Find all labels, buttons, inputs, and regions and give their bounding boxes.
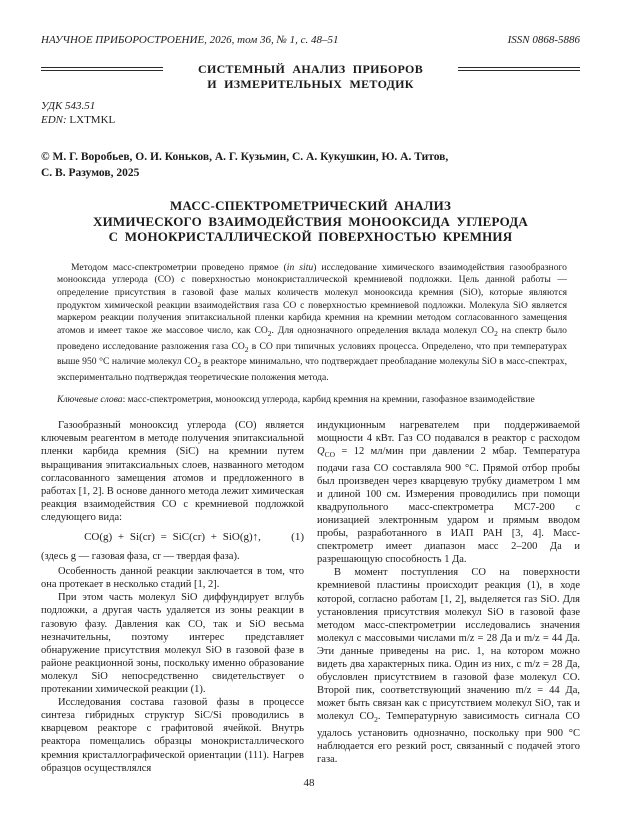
journal-header-row <box>41 34 580 47</box>
keywords-label: Ключевые слова <box>57 393 123 405</box>
body-columns <box>41 419 580 774</box>
paragraph: При этом часть молекул SiO диффундирует вглубь подложки, а другая часть удаляется из зоны реакции в газовую фазу. Давления как CO, так и SiO весьма незначительны, поэтому интерес представляет обнаружение присутствия молекул SiO в газовой фазе в районе реакционной зоны, поскольку именно образование молекул SiO непосредственно свидетельствует о протекании химической реакции (1). <box>41 592 304 696</box>
abstract-text: Методом масс-спектрометрии проведено прямое (in situ) исследование химического взаимодействия газообразного монооксида углерода (CO) с поверхностью монокристаллической кремниевой подложки. Цель данной работы — определение присутствия в газовой фазе малых количеств молекул монооксида кремния (SiO), которые являются продуктом химической реакции взаимодействия газа CO с поверхностью кремниевой подложки. Молекула SiO является маркером реакции получения эпитаксиальной пленки карбида кремния на кремнии методом согласованного замещения атомов и имеет такое же массовое число, как $CO_2$. Для однозначного определения вклада молекул $CO_2$ на спектр было проведено исследование разложения газа $CO_2$ в CO при типичных условиях процесса. Определено, что при температурах выше 950 °C наличие молекул $CO_2$ в реакторе минимально, что подтверждает преобладание молекулы SiO в масс-спектрах, экспериментально подтверждая теоретические положения метода. <box>57 261 567 383</box>
article-title-line3: С МОНОКРИСТАЛЛИЧЕСКОЙ ПОВЕРХНОСТЬЮ КРЕМНИЯ <box>108 229 513 244</box>
article-title-line1: МАСС-СПЕКТРОМЕТРИЧЕСКИЙ АНАЛИЗ <box>169 198 452 213</box>
article-meta <box>41 100 580 127</box>
keywords-text: : масс-спектрометрия, монооксид углерода, карбид кремния на кремнии, газофазное взаимодействие <box>122 393 535 405</box>
article-title <box>41 198 580 245</box>
right-column <box>317 419 580 774</box>
left-column <box>41 419 304 774</box>
equation-note: (здесь g — газовая фаза, cr — твердая фаза). <box>41 551 240 563</box>
section-title-line2: И ИЗМЕРИТЕЛЬНЫХ МЕТОДИК <box>207 76 414 91</box>
article-title-line2: ХИМИЧЕСКОГО ВЗАИМОДЕЙСТВИЯ МОНООКСИДА УГЛЕРОДА <box>93 213 528 229</box>
journal-citation: НАУЧНОЕ ПРИБОРОСТРОЕНИЕ, 2026, том 36, № 1, с. 48–51 <box>41 34 339 46</box>
abstract <box>57 262 567 385</box>
paragraph: В момент поступления CO на поверхности кремниевой пластины происходит реакция (1), в ходе которой, согласно работам [1, 2], выделяется газ SiO. Для установления присутствия молекул SiO в газовой фазе методом масс-спектрометрии исследовались значения молекул с массовыми числами m/z = 28 Да и m/z = 44 Да. Эти данные приведены на рис. 1, на котором можно видеть два характерных пика. Один из них, с m/z = 28 Да, обусловлен присутствием в газовой фазе молекул CO. Второй пик, соответствующий значению m/z = 44 Да, может быть связан как с присутствием молекул SiO, так и молекул $CO_2$. Температурную зависимость сигнала CO удалось установить однозначно, поскольку при 900 °C наблюдается его резкий рост, связанный с подачей этого газа. <box>317 567 580 765</box>
edn-value: LXTMKL <box>69 113 116 126</box>
authors-block <box>41 150 580 181</box>
equation-number: (1) <box>291 531 304 543</box>
udk: УДК 543.51 <box>41 100 96 112</box>
edn-line <box>41 114 580 128</box>
section-title-line1: СИСТЕМНЫЙ АНАЛИЗ ПРИБОРОВ <box>197 62 423 76</box>
paragraph: Газообразный монооксид углерода (CO) является ключевым реагентом в методе получения эпитаксиальной пленки карбида кремния (SiC) на кремнии путем выращивания эпитаксиальных слоев, названного методом согласованного замещения атомов и предложенного в работах [1, 2]. В основе данного метода лежит химическая реакция взаимодействия CO с кремниевой подложкой следующего вида: <box>41 420 304 523</box>
left-double-rule <box>41 67 163 71</box>
issn: ISSN 0868-5886 <box>507 34 580 46</box>
paragraph: Исследования состава газовой фазы в процессе синтеза гибридных структур SiC/Si проводились в кварцевом реакторе с графитовой ячейкой. Внутрь реактора помещались образцы монокристаллического кремния кристаллографической ориентации (111). Нагрев образцов осуществлялся <box>41 697 304 774</box>
authors-line2: С. В. Разумов, 2025 <box>41 166 140 179</box>
edn-label: EDN: <box>41 113 67 126</box>
section-heading-row <box>41 62 580 91</box>
paragraph: индукционным нагревателем при поддерживаемой мощности 4 кВт. Газ CO подавался в реактор с расходом $Q_{CO} = 12$ мл/мин при давлении 2 мбар. Температура подачи газа CO составляла 900 °C. Прямой отбор пробы был произведен через кварцевую трубку диаметром 1 мм и длиной 100 см. Измерения проводились при помощи квадрупольного масс-спектрометра МС7-200 с ионизацией электронным ударом и прямым вводом пробы, разработанного в ИАП РАН [3, 4]. Масс-спектрометр имеет диапазон масс 2–200 Да и разрешающую способность 1 Да. <box>317 420 580 566</box>
section-title <box>163 62 458 91</box>
paragraph: Особенность данной реакции заключается в том, что она протекает в несколько стадий [1, 2]. <box>41 566 304 591</box>
keywords <box>57 394 567 407</box>
chemical-equation <box>41 531 304 544</box>
right-double-rule <box>458 67 580 71</box>
authors-line1: © М. Г. Воробьев, О. И. Коньков, А. Г. Кузьмин, С. А. Кукушкин, Ю. А. Титов, <box>41 151 449 163</box>
equation-text: CO(g) + Si(cr) = SiC(cr) + SiO(g)↑, <box>84 531 261 543</box>
page-number: 48 <box>303 777 315 789</box>
